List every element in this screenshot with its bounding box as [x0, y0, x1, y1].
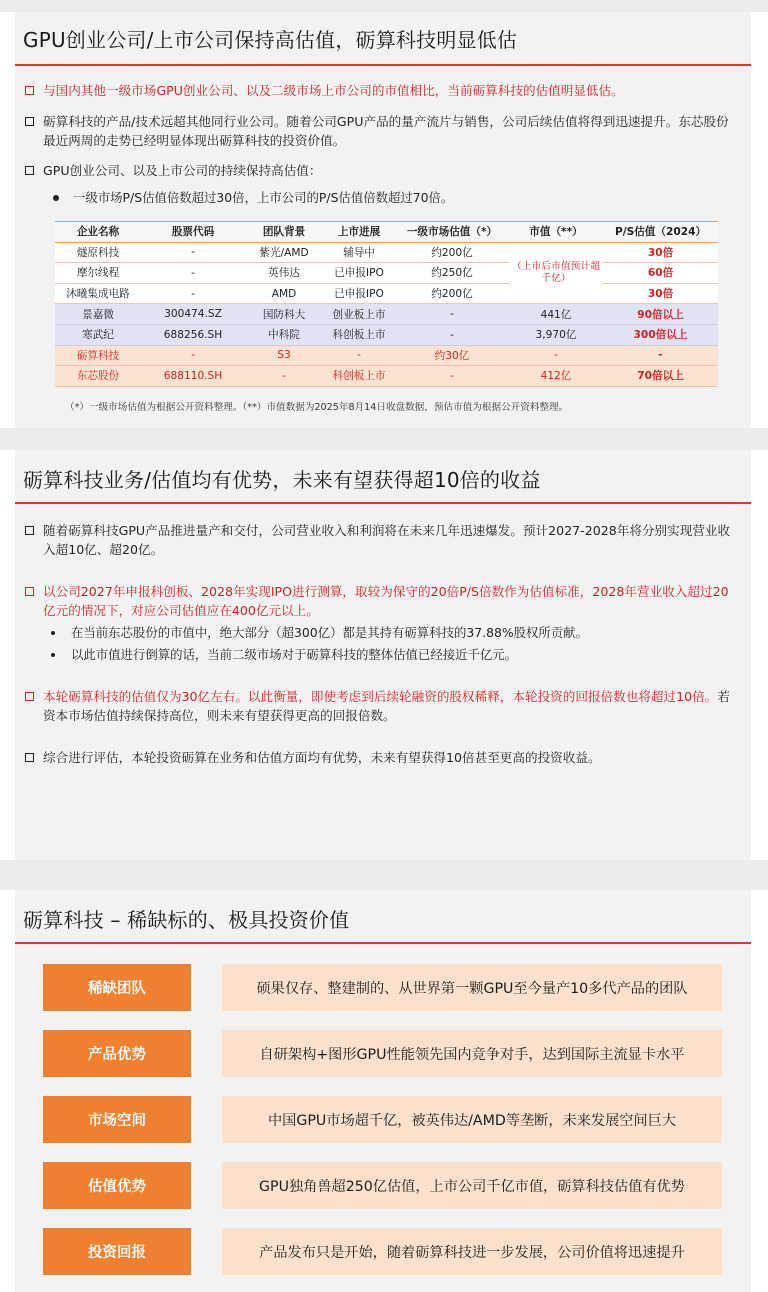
desc-scarce-team: 硕果仅存、整建制的、从世界第一颗GPU至今量产10多代产品的团队 — [222, 964, 722, 1011]
table-row — [55, 304, 718, 325]
cell-code: - — [141, 242, 245, 263]
label-valuation-advantage: 估值优势 — [43, 1162, 191, 1209]
table-row — [55, 283, 718, 304]
column-header: 市值（**） — [509, 222, 603, 243]
checkbox-bullet-icon — [25, 587, 34, 596]
cell-code: 688256.SH — [141, 324, 245, 345]
cell-code: 688110.SH — [141, 366, 245, 387]
cell-ps: 90倍以上 — [603, 304, 718, 325]
cell-code: 300474.SZ — [141, 304, 245, 325]
bullet-dot-icon — [51, 653, 55, 657]
cell-private-valuation: - — [395, 304, 509, 325]
paragraph-high-valuation: GPU创业公司、以及上市公司的持续保持高估值： — [25, 162, 739, 181]
cell-private-valuation: - — [395, 366, 509, 387]
cell-ipo-status: 创业板上市 — [323, 304, 395, 325]
paragraph-valuation-estimate: 以公司2027年申报科创板、2028年实现IPO进行测算，取较为保守的20倍P/S倍数作为估值标准，2028年营业收入超过20亿元的情况下，对应公司估值应在400亿元以上。 — [25, 583, 739, 620]
cell-ipo-status: 已申报IPO — [323, 283, 395, 304]
label-market-space: 市场空间 — [43, 1096, 191, 1143]
paragraph-undervalued: 与国内其他一级市场GPU创业公司、以及二级市场上市公司的市值相比，当前砺算科技的估值明显低估。 — [25, 82, 739, 101]
slide-gap — [0, 860, 768, 890]
table-row — [55, 263, 718, 284]
cell-code: - — [141, 263, 245, 284]
slide-gap — [0, 0, 768, 12]
checkbox-bullet-icon — [25, 526, 34, 535]
checkbox-bullet-icon — [25, 753, 34, 762]
cell-ipo-status: - — [323, 345, 395, 366]
cell-company: 燧原科技 — [55, 242, 141, 263]
desc-investment-return: 产品发布只是开始，随着砺算科技进一步发展，公司价值将迅速提升 — [222, 1228, 722, 1275]
cell-ps: 30倍 — [603, 283, 718, 304]
cell-code: - — [141, 345, 245, 366]
cell-team: AMD — [245, 283, 323, 304]
bullet-reverse-estimate: 以此市值进行倒算的话，当前二级市场对于砺算科技的整体估值已经接近千亿元。 — [51, 646, 517, 664]
table-footnote: （*）一级市场估值为根据公开资料整理。（**）市值数据为2025年8月14日收盘数据，预估市值为根据公开资料整理。 — [65, 402, 569, 413]
bullet-dot-icon — [53, 195, 59, 201]
bullet-ps-multiple: 一级市场P/S估值倍数超过30倍，上市公司的P/S估值倍数超过70倍。 — [53, 189, 453, 207]
cell-ipo-status: 科创板上市 — [323, 366, 395, 387]
desc-valuation-advantage: GPU独角兽超250亿估值，上市公司千亿市值，砺算科技估值有优势 — [222, 1162, 722, 1209]
paragraph-revenue-forecast: 随着砺算科技GPU产品推进量产和交付，公司营业收入和利润将在未来几年迅速爆发。预计2027-2028年将分别实现营业收入超10亿、超20亿。 — [25, 522, 739, 559]
cell-private-valuation: 约30亿 — [395, 345, 509, 366]
cell-private-valuation: - — [395, 324, 509, 345]
cell-market-cap: 3,970亿 — [509, 324, 603, 345]
table-header-row — [55, 222, 718, 243]
cell-ps: 60倍 — [603, 263, 718, 284]
cell-market-cap: - — [509, 345, 603, 366]
slide-title: 砺算科技 – 稀缺标的、极具投资价值 — [23, 908, 350, 932]
cell-company: 寒武纪 — [55, 324, 141, 345]
slide-gpu-valuation — [15, 12, 751, 428]
cell-company: 沐曦集成电路 — [55, 283, 141, 304]
cell-ps: 30倍 — [603, 242, 718, 263]
cell-team: 紫光/AMD — [245, 242, 323, 263]
title-underline — [15, 942, 751, 944]
cell-company: 砺算科技 — [55, 345, 141, 366]
title-underline — [15, 502, 751, 504]
slide-business-valuation — [15, 450, 751, 860]
table-row — [55, 366, 718, 387]
checkbox-bullet-icon — [25, 117, 34, 126]
slide-title: 砺算科技业务/估值均有优势，未来有望获得超10倍的收益 — [23, 468, 541, 492]
cell-market-cap: 441亿 — [509, 304, 603, 325]
slide-investment-value — [15, 890, 751, 1292]
table-row — [55, 242, 718, 263]
cell-private-valuation: 约200亿 — [395, 283, 509, 304]
label-product-advantage: 产品优势 — [43, 1030, 191, 1077]
column-header: 企业名称 — [55, 222, 141, 243]
label-scarce-team: 稀缺团队 — [43, 964, 191, 1011]
label-investment-return: 投资回报 — [43, 1228, 191, 1275]
desc-product-advantage: 自研架构+图形GPU性能领先国内竞争对手，达到国际主流显卡水平 — [222, 1030, 722, 1077]
slide-gap — [0, 428, 768, 450]
paragraph-conclusion: 综合进行评估，本轮投资砺算在业务和估值方面均有优势，未来有望获得10倍甚至更高的投资收益。 — [25, 749, 739, 768]
cell-ipo-status: 辅导中 — [323, 242, 395, 263]
cell-code: - — [141, 283, 245, 304]
cell-team: S3 — [245, 345, 323, 366]
valuation-table — [55, 221, 718, 387]
column-header: P/S估值（2024） — [603, 222, 718, 243]
cell-ps: 300倍以上 — [603, 324, 718, 345]
bullet-dot-icon — [51, 631, 55, 635]
cell-team: - — [245, 366, 323, 387]
cell-market-cap: 412亿 — [509, 366, 603, 387]
slide-title: GPU创业公司/上市公司保持高估值，砺算科技明显低估 — [23, 28, 518, 52]
cell-ipo-status: 已申报IPO — [323, 263, 395, 284]
column-header: 上市进展 — [323, 222, 395, 243]
title-underline — [15, 64, 751, 66]
checkbox-bullet-icon — [25, 692, 34, 701]
desc-market-space: 中国GPU市场超千亿，被英伟达/AMD等垄断，未来发展空间巨大 — [222, 1096, 722, 1143]
column-header: 一级市场估值（*） — [395, 222, 509, 243]
column-header: 团队背景 — [245, 222, 323, 243]
cell-team: 国防科大 — [245, 304, 323, 325]
cell-company: 东芯股份 — [55, 366, 141, 387]
cell-ps: 70倍以上 — [603, 366, 718, 387]
cell-ipo-status: 科创板上市 — [323, 324, 395, 345]
cell-ps: - — [603, 345, 718, 366]
cell-private-valuation: 约250亿 — [395, 263, 509, 284]
cell-company: 摩尔线程 — [55, 263, 141, 284]
table-row — [55, 324, 718, 345]
checkbox-bullet-icon — [25, 86, 34, 95]
cell-company: 景嘉微 — [55, 304, 141, 325]
cell-team: 中科院 — [245, 324, 323, 345]
cell-private-valuation: 约200亿 — [395, 242, 509, 263]
cell-market-cap-estimate: （上市后市值预计超千亿） — [509, 242, 603, 304]
paragraph-product-tech: 砺算科技的产品/技术远超其他同行业公司。随着公司GPU产品的量产流片与销售，公司后续估值将得到迅速提升。东芯股份最近两周的走势已经明显体现出砺算科技的投资价值。 — [25, 113, 739, 150]
bullet-market-cap-share: 在当前东芯股份的市值中，绝大部分（超300亿）都是其持有砺算科技的37.88%股权所贡献。 — [51, 624, 588, 642]
cell-team: 英伟达 — [245, 263, 323, 284]
checkbox-bullet-icon — [25, 166, 34, 175]
paragraph-return-multiple: 本轮砺算科技的估值仅为30亿左右。以此衡量，即使考虑到后续轮融资的股权稀释，本轮投资的回报倍数也将超过10倍。若资本市场估值持续保持高位，则未来有望获得更高的回报倍数。 — [25, 688, 739, 725]
column-header: 股票代码 — [141, 222, 245, 243]
table-row — [55, 345, 718, 366]
